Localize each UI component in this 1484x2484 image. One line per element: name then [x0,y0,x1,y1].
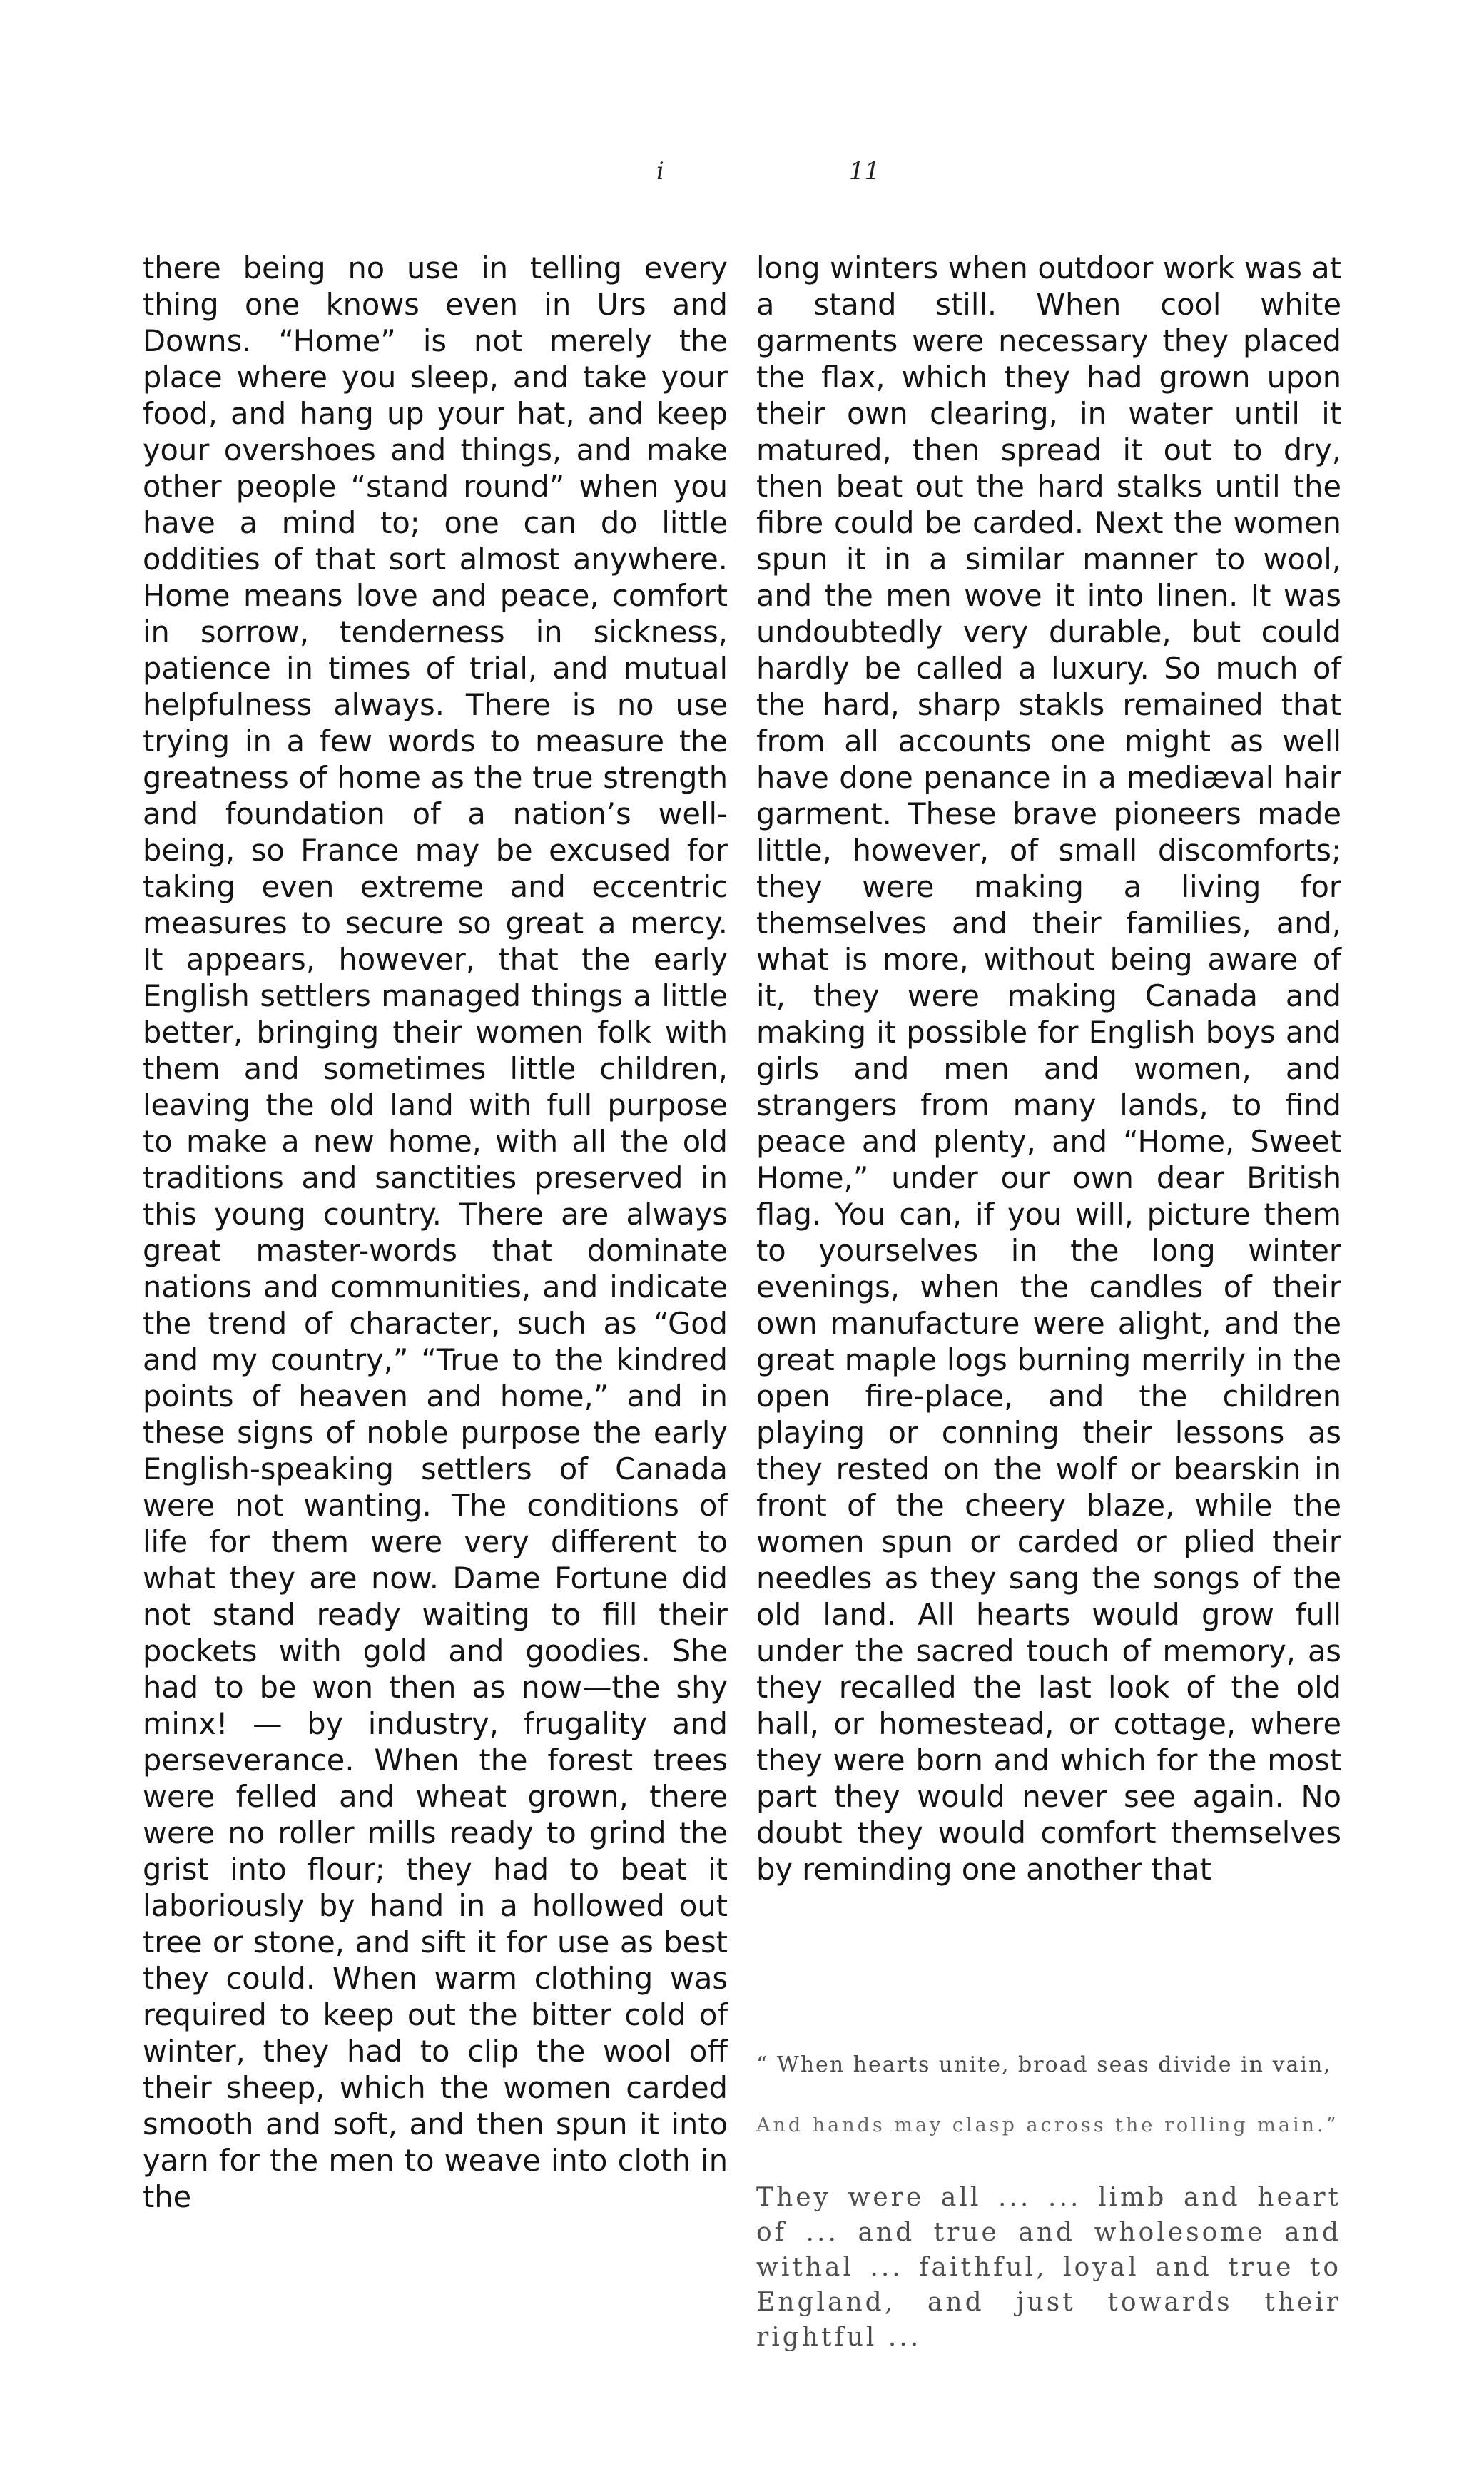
page-number: 11 [849,157,880,186]
page-mark-left: i [656,157,664,186]
right-column-tail-text: They were all ... ... limb and heart of ... and true and wholesome and withal ... faithful, loyal and true to England, and just towards their rightful ... [756,2183,1341,2352]
poem-quote-line-2: And hands may clasp across the rolling main.” [756,2114,1339,2136]
left-column-text: there being no use in telling every thing one knows even in Urs and Downs. “Home” is not merely the place where you sleep, and take your food, and hang up your hat, and keep your overshoes and things, and make other people “stand round” when you have a mind to; one can do little oddities of that sort almost anywhere. Home means love and peace, comfort in sorrow, tenderness in sickness, patience in times of trial, and mutual helpfulness always. There is no use trying in a few words to measure the greatness of home as the true strength and foundation of a nation’s well-being, so France may be excused for taking even extreme and eccentric measures to secure so great a mercy. It appears, however, that the early English settlers managed things a little better, bringing their women folk with them and sometimes little children, leaving the old land with full purpose to make a new home, with all the old traditions and sanctities preserved in this young country. There are always great master-words that dominate nations and communities, and indicate the trend of character, such as “God and my country,” “True to the kindred points of heaven and home,” and in these signs of noble purpose the early English-speaking settlers of Canada were not wanting. The conditions of life for them were very different to what they are now. Dame Fortune did not stand ready waiting to fill their pockets with gold and goodies. She had to be won then as now—the shy minx! — by industry, frugality and perseverance. When the forest trees were felled and wheat grown, there were no roller mills ready to grind the grist into flour; they had to beat it laboriously by hand in a hollowed out tree or stone, and sift it for use as best they could. When warm clothing was required to keep out the bitter cold of winter, they had to clip the wool off their sheep, which the women carded smooth and soft, and then spun it into yarn for the men to weave into cloth in the [143,250,728,2214]
right-column-text: long winters when outdoor work was at a stand still. When cool white garments were necessary they placed the flax, which they had grown upon their own clearing, in water until it matured, then spread it out to dry, then beat out the hard stalks until the fibre could be carded. Next the women spun it in a similar manner to wool, and the men wove it into linen. It was undoubtedly very durable, but could hardly be called a luxury. So much of the hard, sharp stakls remained that from all accounts one might as well have done penance in a mediæval hair garment. These brave pioneers made little, however, of small discomforts; they were making a living for themselves and their families, and, what is more, without being aware of it, they were making Canada and making it possible for English boys and girls and men and women, and strangers from many lands, to find peace and plenty, and “Home, Sweet Home,” under our own dear British flag. You can, if you will, picture them to yourselves in the long winter evenings, when the candles of their own manufacture were alight, and the great maple logs burning merrily in the open fire-place, and the children playing or conning their lessons as they rested on the wolf or bearskin in front of the cheery blaze, while the women spun or carded or plied their needles as they sang the songs of the old land. All hearts would grow full under the sacred touch of memory, as they recalled the last look of the old hall, or homestead, or cottage, where they were born and which for the most part they would never see again. No doubt they would comfort themselves by reminding one another that [756,250,1341,1887]
poem-quote-line-1: “ When hearts unite, broad seas divide in vain, [756,2052,1332,2077]
